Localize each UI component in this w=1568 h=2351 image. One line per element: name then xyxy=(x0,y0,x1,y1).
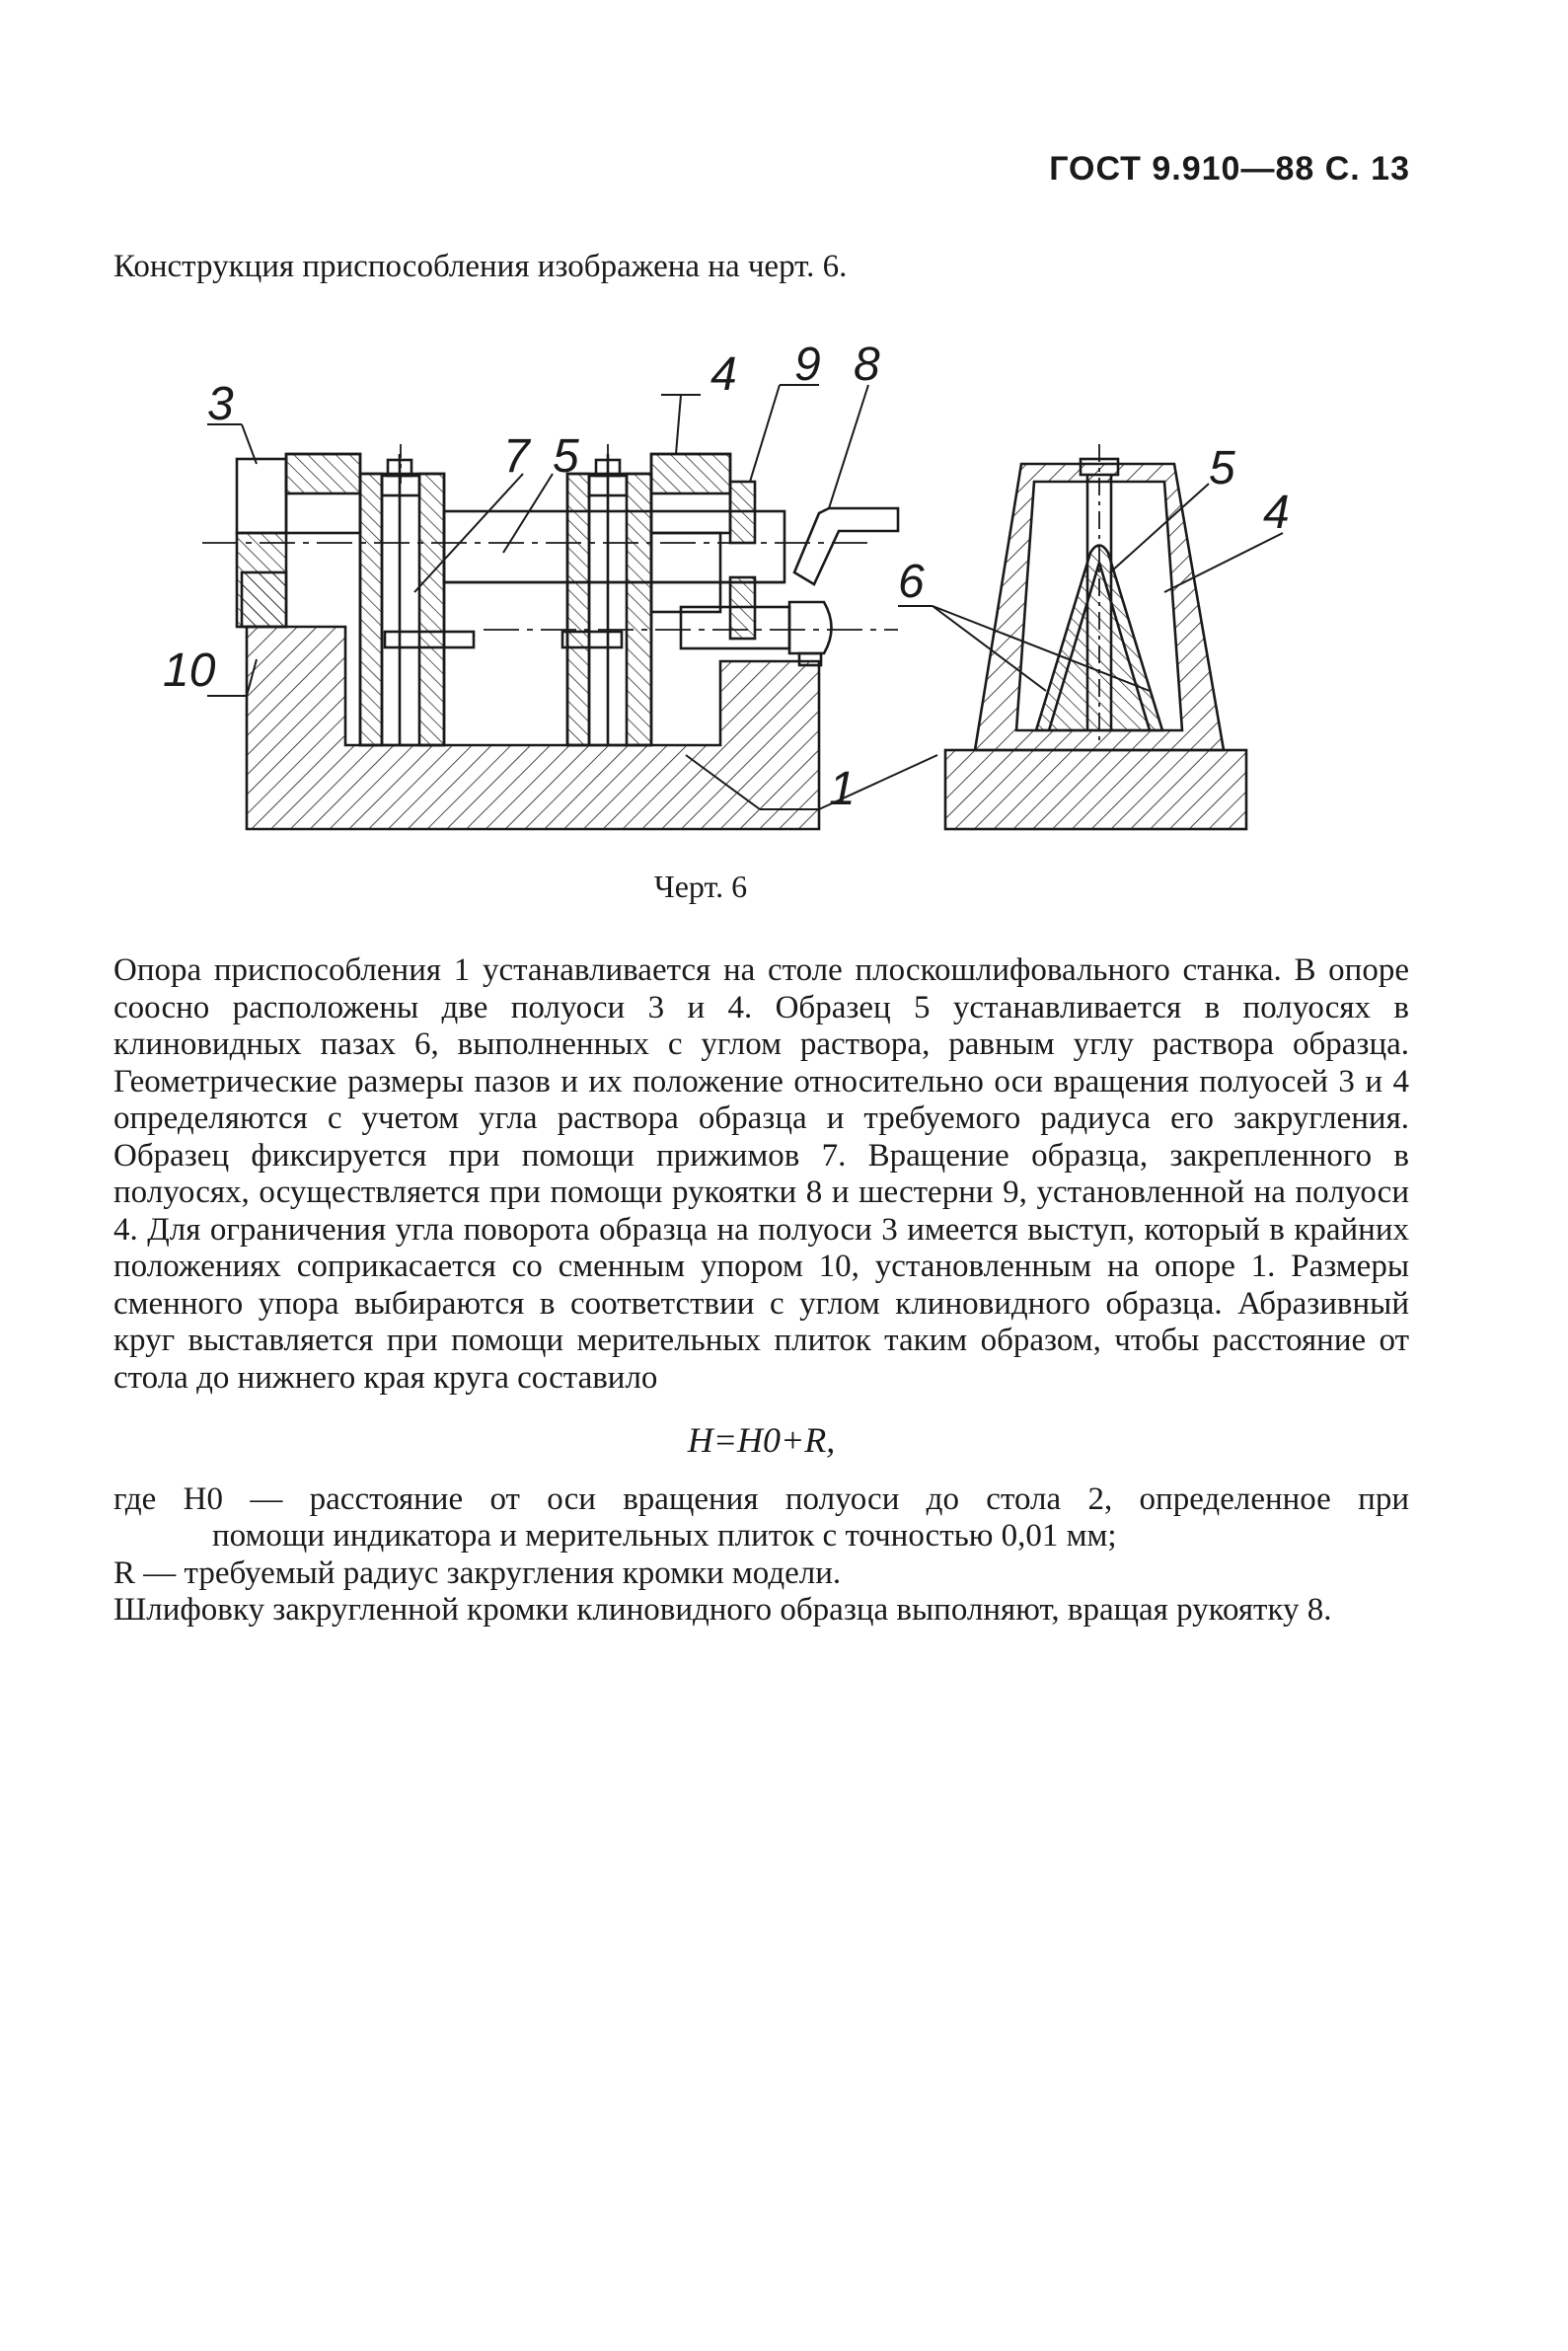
label-6: 6 xyxy=(898,556,925,608)
label-5-left: 5 xyxy=(553,430,579,483)
definition-h0-continuation: помощи индикатора и мерительных плиток с точностью 0,01 мм; xyxy=(212,1518,1117,1554)
label-9: 9 xyxy=(794,339,821,391)
label-8: 8 xyxy=(854,339,880,391)
label-3: 3 xyxy=(207,378,234,430)
support-base-right xyxy=(945,750,1246,829)
handle-8 xyxy=(794,508,898,584)
gear-9 xyxy=(730,482,755,543)
intro-line: Конструкция приспособления изображена на черт. 6. xyxy=(113,249,848,284)
label-5-right: 5 xyxy=(1209,442,1235,494)
label-7: 7 xyxy=(503,430,530,483)
label-4-top: 4 xyxy=(710,348,737,401)
body-text xyxy=(113,952,1409,1630)
definition-h0: где H0 — расстояние от оси вращения полуоси до стола 2, определенное при xyxy=(113,1480,1409,1517)
label-1: 1 xyxy=(829,763,856,815)
support-base xyxy=(247,627,819,829)
technical-drawing xyxy=(148,339,1290,839)
paragraph-2: Шлифовку закругленной кромки клиновидного образца выполняют, вращая рукоятку 8. xyxy=(113,1592,1332,1628)
formula: H=H0+R, xyxy=(687,1420,836,1460)
figure-caption: Черт. 6 xyxy=(653,869,748,904)
half-axle-3-block xyxy=(237,459,286,533)
label-4-right: 4 xyxy=(1263,487,1290,539)
page-header: ГОСТ 9.910—88 С. 13 xyxy=(1049,150,1410,188)
definition-r: R — требуемый радиус закругления кромки модели. xyxy=(113,1555,842,1591)
label-10: 10 xyxy=(163,645,216,697)
paragraph-1: Опора приспособления 1 устанавливается на столе плоскошлифовального станка. В опоре соосно расположены две полуоси 3 и 4. Образец 5 устанавливается в полуосях в клиновидных пазах 6, выполненных с углом раствора, равным углу раствора образца. Геометрические размеры пазов и их положение относительно оси вращения полуосей 3 и 4 определяются с учетом угла раствора образца и требуемого радиуса его закругления. Образец фиксируется при помощи прижимов 7. Вращение образца, закрепленного в полуосях, осуществляется при помощи рукоятки 8 и шестерни 9, установленной на полуоси 4. Для ограничения угла поворота образца на полуоси 3 имеется выступ, который в крайних положениях соприкасается со сменным упором 10, установленным на опоре 1. Размеры сменного упора выбираются в соответствии с углом клиновидного образца. Абразивный круг выставляется при помощи мерительных плиток таким образом, чтобы расстояние от стола до нижнего края круга составило xyxy=(113,952,1409,1396)
definitions xyxy=(113,1481,1409,1593)
